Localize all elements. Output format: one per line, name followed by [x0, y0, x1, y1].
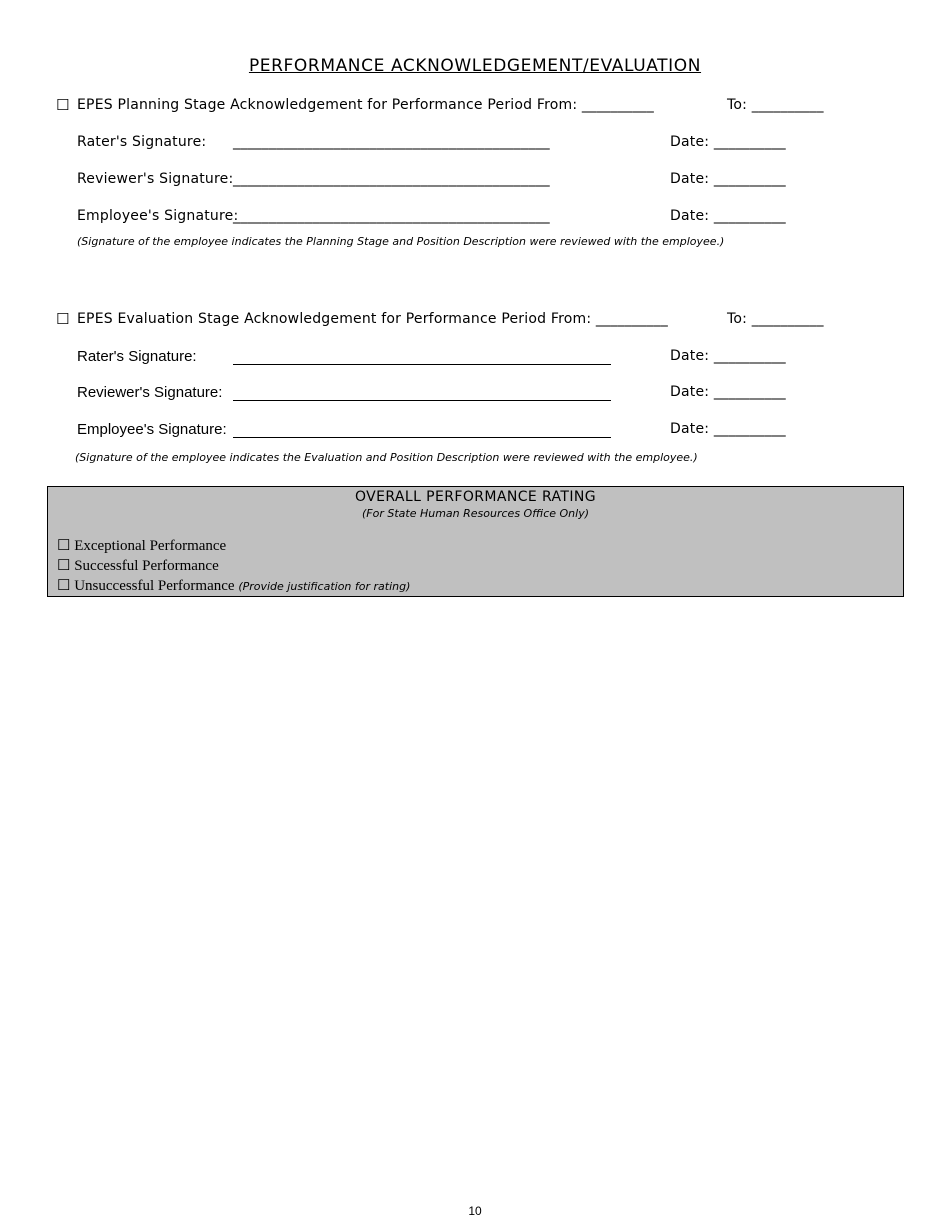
rating-title: OVERALL PERFORMANCE RATING	[354, 489, 597, 505]
planning-rater-signature-line[interactable]: ____________________________________________	[233, 134, 550, 150]
page-title: PERFORMANCE ACKNOWLEDGEMENT/EVALUATION	[248, 56, 702, 76]
planning-reviewer-signature-line[interactable]: ____________________________________________	[233, 171, 550, 187]
rating-option-label: Successful Performance	[74, 558, 219, 574]
evaluation-reviewer-signature-line[interactable]	[233, 400, 611, 401]
evaluation-note: (Signature of the employee indicates the Evaluation and Position Description were reviewed with the employee.)	[75, 451, 698, 464]
overall-rating-box	[47, 486, 904, 597]
evaluation-employee-date[interactable]: Date: __________	[670, 421, 786, 437]
planning-rater-date[interactable]: Date: __________	[670, 134, 786, 150]
planning-period-to[interactable]: To: __________	[727, 97, 824, 113]
evaluation-period-to[interactable]: To: __________	[727, 311, 824, 327]
rating-justification-note: (Provide justification for rating)	[238, 580, 411, 593]
rating-subtitle: (For State Human Resources Office Only)	[361, 507, 589, 520]
evaluation-rater-label: Rater's Signature:	[77, 348, 197, 365]
planning-checkbox[interactable]: ☐	[56, 96, 70, 114]
planning-note: (Signature of the employee indicates the Planning Stage and Position Description were reviewed with the employee.)	[77, 235, 725, 248]
rating-option-label: Unsuccessful Performance	[74, 578, 235, 594]
planning-reviewer-date[interactable]: Date: __________	[670, 171, 786, 187]
planning-reviewer-label: Reviewer's Signature:	[77, 171, 234, 187]
rating-option-unsuccessful[interactable]	[57, 576, 410, 595]
planning-rater-label: Rater's Signature:	[77, 134, 207, 150]
rating-option-successful[interactable]	[57, 556, 219, 575]
checkbox-icon[interactable]: ☐	[57, 578, 71, 594]
rating-option-exceptional[interactable]	[57, 536, 226, 555]
planning-period-label: EPES Planning Stage Acknowledgement for Performance Period From: __________	[77, 97, 654, 113]
evaluation-reviewer-label: Reviewer's Signature:	[77, 384, 223, 401]
rating-option-label: Exceptional Performance	[74, 538, 227, 554]
evaluation-employee-signature-line[interactable]	[233, 437, 611, 438]
planning-employee-date[interactable]: Date: __________	[670, 208, 786, 224]
evaluation-reviewer-date[interactable]: Date: __________	[670, 384, 786, 400]
evaluation-period-label: EPES Evaluation Stage Acknowledgement for Performance Period From: __________	[77, 311, 668, 327]
evaluation-rater-signature-line[interactable]	[233, 364, 611, 365]
evaluation-rater-date[interactable]: Date: __________	[670, 348, 786, 364]
checkbox-icon[interactable]: ☐	[57, 558, 71, 574]
page-number: 10	[468, 1204, 482, 1218]
checkbox-icon[interactable]: ☐	[57, 538, 71, 554]
evaluation-checkbox[interactable]: ☐	[56, 310, 70, 328]
planning-employee-signature-line[interactable]: ____________________________________________	[233, 208, 550, 224]
planning-employee-label: Employee's Signature:	[77, 208, 239, 224]
evaluation-employee-label: Employee's Signature:	[77, 421, 227, 438]
